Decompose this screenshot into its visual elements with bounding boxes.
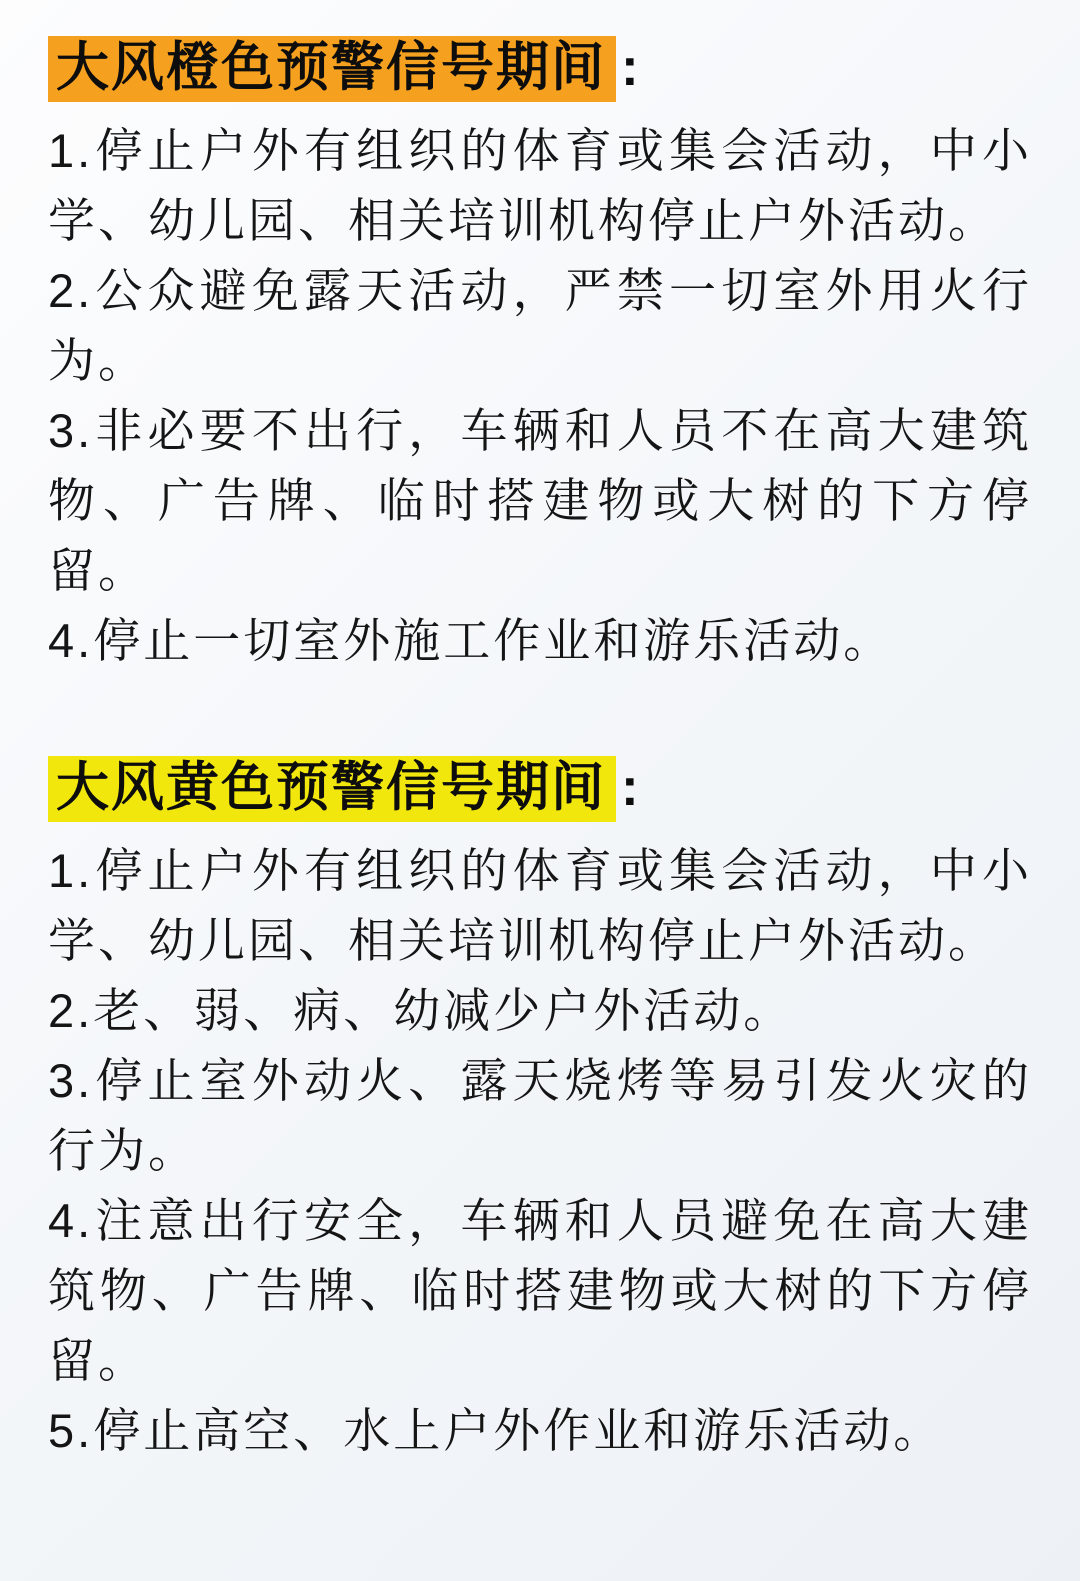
- warning-item: 2.老、弱、病、幼减少户外活动。: [48, 984, 794, 1037]
- yellow-warning-section: [48, 756, 1032, 1466]
- orange-warning-items: [48, 116, 1032, 676]
- warning-item: 1.停止户外有组织的体育或集会活动，中小学、幼儿园、相关培训机构停止户外活动。: [48, 844, 1032, 967]
- orange-heading-colon: :: [621, 38, 639, 97]
- warning-item: 2.公众避免露天活动，严禁一切室外用火行为。: [48, 264, 1032, 387]
- warning-item: 5.停止高空、水上户外作业和游乐活动。: [48, 1404, 944, 1457]
- warning-item: 4.停止一切室外施工作业和游乐活动。: [48, 614, 894, 667]
- orange-section-heading-row: [48, 36, 1032, 102]
- orange-heading-highlight: 大风橙色预警信号期间: [48, 36, 616, 102]
- yellow-section-heading-row: [48, 756, 1032, 822]
- warning-item: 3.非必要不出行，车辆和人员不在高大建筑物、广告牌、临时搭建物或大树的下方停留。: [48, 404, 1032, 597]
- warning-item: 1.停止户外有组织的体育或集会活动，中小学、幼儿园、相关培训机构停止户外活动。: [48, 124, 1032, 247]
- yellow-heading-highlight: 大风黄色预警信号期间: [48, 756, 616, 822]
- warning-item: 4.注意出行安全，车辆和人员避免在高大建筑物、广告牌、临时搭建物或大树的下方停留。: [48, 1194, 1032, 1387]
- orange-warning-section: [48, 36, 1032, 676]
- yellow-warning-items: [48, 836, 1032, 1466]
- yellow-heading-colon: :: [621, 758, 639, 817]
- warning-item: 3.停止室外动火、露天烧烤等易引发火灾的行为。: [48, 1054, 1032, 1177]
